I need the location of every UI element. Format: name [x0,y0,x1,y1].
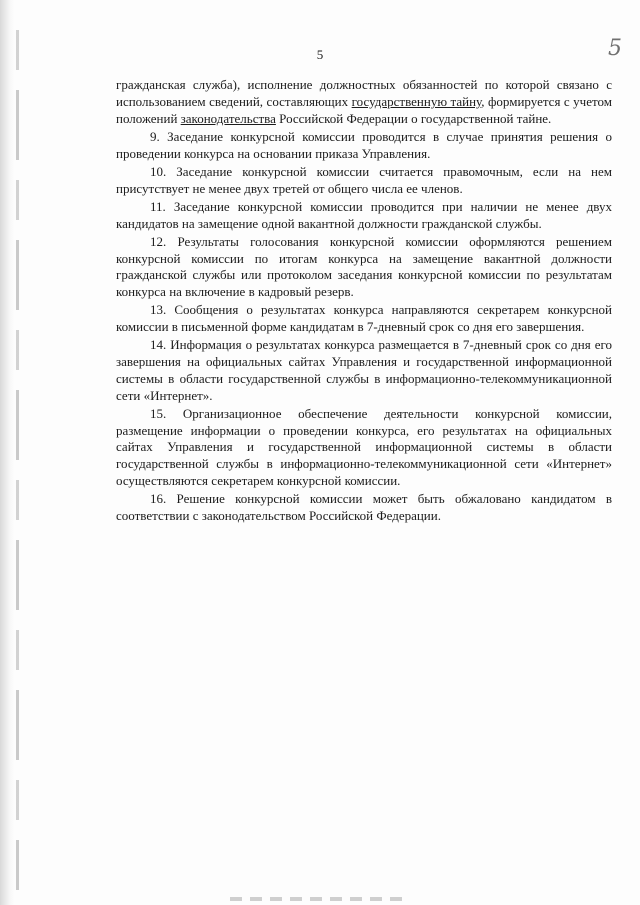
handwritten-page-mark: 5 [608,36,622,61]
paragraph-13: 13. Сообщения о результатах конкурса направляются секретарем конкурсной комиссии в письменной форме кандидатам в 7-дневный срок со дня его завершения. [116,302,612,335]
paragraph-text: Российской Федерации о государственной тайне. [275,110,552,126]
paragraph-11: 11. Заседание конкурсной комиссии проводится при наличии не менее двух кандидатов на замещение одной вакантной должности гражданской службы. [116,198,612,231]
paragraph-10: 10. Заседание конкурсной комиссии считается правомочным, если на нем присутствует не менее двух третей от общего числа ее членов. [116,163,612,196]
paragraph-14: 14. Информация о результатах конкурса размещается в 7-дневный срок со дня его завершения на официальных сайтах Управления и государственной информационной системы в области государственной службы в информационно-телекоммуникационной сети «Интернет». [116,337,612,403]
paragraph-continuation [116,77,612,127]
scan-binding-edge [0,0,14,905]
link-legislation[interactable]: законодательства [180,110,276,126]
paragraph-16: 16. Решение конкурсной комиссии может быть обжаловано кандидатом в соответствии с законодательством Российской Федерации. [116,491,612,524]
scan-bottom-artifacts [230,897,410,901]
document-body [116,77,612,526]
paragraph-text: гражданская служба), исполнение должностных обязанностей по которой связано с использованием сведений, составляющих [116,77,612,109]
link-state-secret[interactable]: государственную тайну [351,93,482,109]
page-number: 5 [316,47,324,62]
scan-edge-artifacts [16,30,19,890]
paragraph-15: 15. Организационное обеспечение деятельности конкурсной комиссии, размещение информации о проведении конкурса, его результатах на официальных сайтах Управления и государственной информационной системы в области государственной службы в информационно-телекоммуникационной сети «Интернет» осуществляются секретарем конкурсной комиссии. [116,405,612,489]
paragraph-12: 12. Результаты голосования конкурсной комиссии оформляются решением конкурсной комиссии по итогам конкурса на замещение вакантной должности гражданской службы или протоколом заседания конкурсной комиссии по результатам конкурса на включение в кадровый резерв. [116,233,612,300]
paragraph-text: , формируется с учетом положений [116,93,612,126]
paragraph-9: 9. Заседание конкурсной комиссии проводится в случае принятия решения о проведении конкурса на основании приказа Управления. [116,128,612,161]
